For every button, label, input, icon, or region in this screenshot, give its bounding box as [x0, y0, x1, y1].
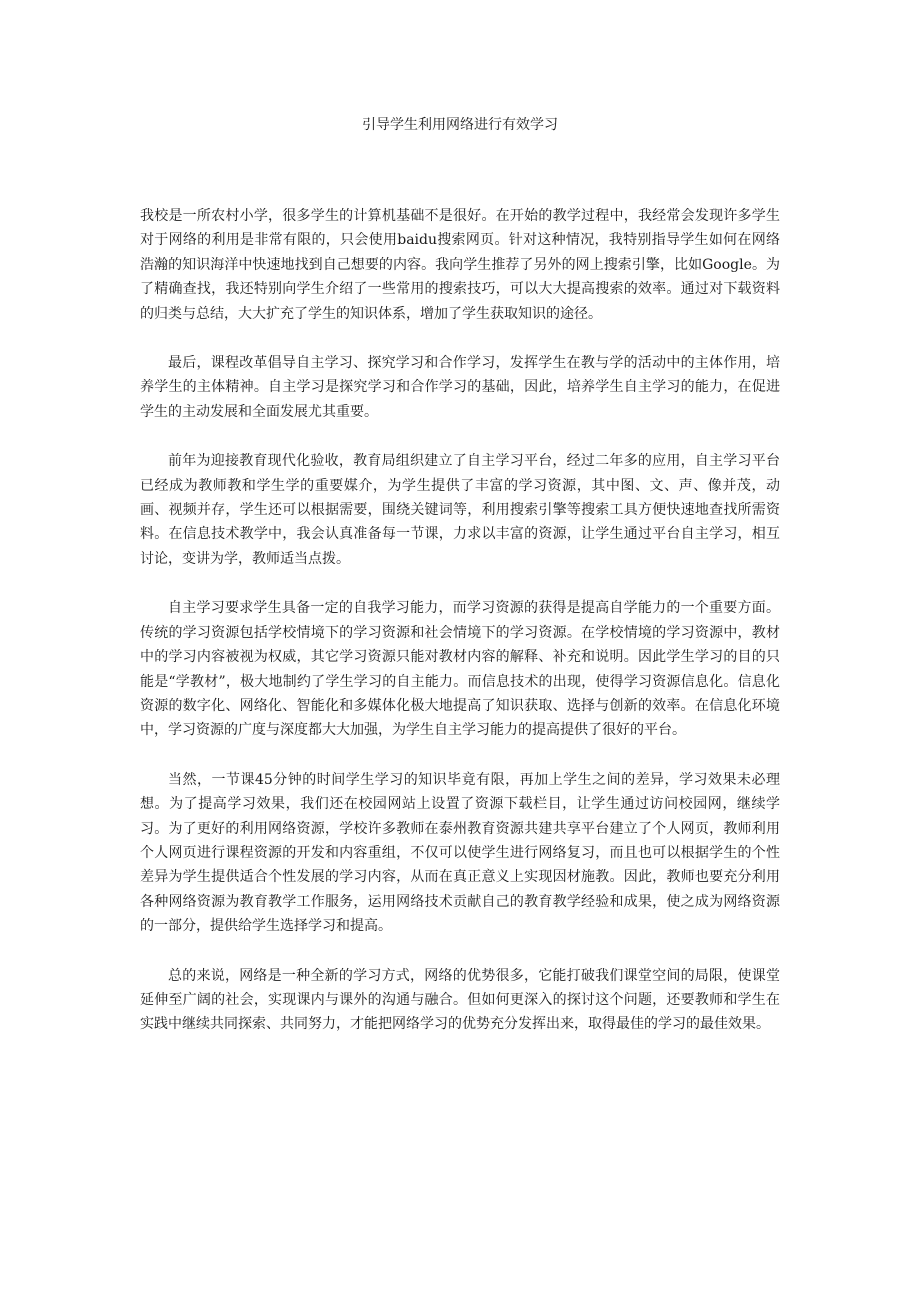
- paragraph-conclusion: 总的来说，网络是一种全新的学习方式，网络的优势很多，它能打破我们课堂空间的局限，使课堂延伸至广阔的社会，实现课内与课外的沟通与融合。但如何更深入的探讨这个问题，还要教师和学生在实践中继续共同探索、共同努力，才能把网络学习的优势充分发挥出来，取得最佳的学习的最佳效果。: [140, 967, 780, 1033]
- document-title: 引导学生利用网络进行有效学习: [362, 117, 558, 133]
- paragraph-learning-resources: 自主学习要求学生具备一定的自我学习能力，而学习资源的获得是提高自学能力的一个重要方面。传统的学习资源包括学校情境下的学习资源和社会情境下的学习资源。在学校情境的学习资源中，教材中的学习内容被视为权威，其它学习资源只能对教材内容的解释、补充和说明。因此学生学习的目的只能是“学教材”，极大地制约了学生学习的自主能力。而信息技术的出现，使得学习资源信息化。信息化资源的数字化、网络化、智能化和多媒体化极大地提高了知识获取、选择与创新的效率。在信息化环境中，学习资源的广度与深度都大大加强，为学生自主学习能力的提高提供了很好的平台。: [140, 600, 780, 739]
- paragraph-learning-platform: 前年为迎接教育现代化验收，教育局组织建立了自主学习平台，经过二年多的应用，自主学习平台已经成为教师教和学生学的重要媒介，为学生提供了丰富的学习资源，其中图、文、声、像并茂，动画、视频并存，学生还可以根据需要，围绕关键词等，利用搜索引擎等搜索工具方便快速地查找所需资料。在信息技术教学中，我会认真准备每一节课，力求以丰富的资源，让学生通过平台自主学习，相互讨论，变讲为学，教师适当点拨。: [140, 453, 780, 567]
- document-body: [140, 204, 780, 1062]
- paragraph-intro: 我校是一所农村小学，很多学生的计算机基础不是很好。在开始的教学过程中，我经常会发现许多学生对于网络的利用是非常有限的，只会使用baidu搜索网页。针对这种情况，我特别指导学生如何在网络浩瀚的知识海洋中快速地找到自己想要的内容。我向学生推荐了另外的网上搜索引擎，比如Google。为了精确查找，我还特别向学生介绍了一些常用的搜索技巧，可以大大提高搜索的效率。通过对下载资料的归类与总结，大大扩充了学生的知识体系，增加了学生获取知识的途径。: [140, 208, 780, 322]
- paragraph-campus-network: 当然，一节课45分钟的时间学生学习的知识毕竟有限，再加上学生之间的差异，学习效果未必理想。为了提高学习效果，我们还在校园网站上设置了资源下载栏目，让学生通过访问校园网，继续学习。为了更好的利用网络资源，学校许多教师在泰州教育资源共建共享平台建立了个人网页，教师利用个人网页进行课程资源的开发和内容重组，不仅可以使学生进行网络复习，而且也可以根据学生的个性差异为学生提供适合个性发展的学习内容，从而在真正意义上实现因材施教。因此，教师也要充分利用各种网络资源为教育教学工作服务，运用网络技术贡献自己的教育教学经验和成果，使之成为网络资源的一部分，提供给学生选择学习和提高。: [140, 771, 780, 935]
- paragraph-autonomous-learning: 最后，课程改革倡导自主学习、探究学习和合作学习，发挥学生在教与学的活动中的主体作用，培养学生的主体精神。自主学习是探究学习和合作学习的基础，因此，培养学生自主学习的能力，在促进学生的主动发展和全面发展尤其重要。: [140, 355, 780, 420]
